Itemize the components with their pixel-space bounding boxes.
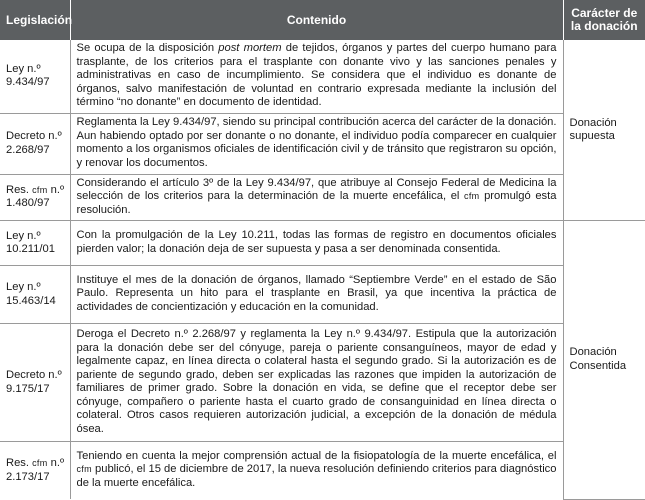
content-smallcaps: cfm: [76, 464, 92, 475]
content-text: Teniendo en cuenta la mejor comprensión actual de la fisiopatología de la muerte encefálica, el: [76, 449, 557, 462]
legislation-cell: Decreto n.º 2.268/97: [0, 113, 70, 174]
table-row: [0, 40, 645, 113]
content-text: publicó, el 15 de diciembre de 2017, la nueva resolución definiendo criterios para diagnóstico de la muerte encefálica.: [76, 463, 557, 489]
character-cell-supuesta: Donación supuesta: [563, 40, 645, 221]
content-cell: Con la promulgación de la Ley 10.211, todas las formas de registro en documentos oficiales pierden valor; la donación deja de ser supuesta y pasa a ser denominada consentida.: [70, 221, 563, 266]
table-row: [0, 442, 645, 500]
content-italic-text: post mortem: [218, 42, 282, 54]
content-text: promulgó esta resolución.: [76, 190, 557, 216]
table-row: [0, 324, 645, 442]
legislation-cell: Ley n.º 10.211/01: [0, 221, 70, 266]
content-cell: [70, 174, 563, 221]
content-cell: Deroga el Decreto n.º 2.268/97 y reglamenta la Ley n.º 9.434/97. Estipula que la autorización para la donación debe ser del cónyuge, pareja o pariente consanguíneos, mayor de edad y legalmente capaz, en línea directa o colateral hasta el segundo grado. Si la autorización es de pariente de segundo grado, deben ser explicadas las razones que impiden la autorización de familiares de primer grado. Sobre la donación en vida, se define que el receptor debe ser cónyuge, compañero o pariente hasta el cuarto grado de consanguinidad en línea directa o colateral. Otros casos requieren autorización judicial, a excepción de la donación de médula ósea.: [70, 324, 563, 442]
legislation-text: Res.: [6, 183, 33, 196]
legislation-text: n.º 2.173/17: [6, 457, 65, 483]
table-header-row: [0, 0, 645, 40]
content-text: Se ocupa de la disposición: [76, 42, 219, 54]
content-text: Considerando el artículo 3º de la Ley 9.434/97, que atribuye al Consejo Federal de Medicina la selección de los criterios para la determinación de la muerte encefálica, el: [76, 176, 557, 202]
legislation-cell: Ley n.º 15.463/14: [0, 266, 70, 324]
content-smallcaps: cfm: [464, 191, 480, 201]
legislation-cell: Ley n.º 9.434/97: [0, 40, 70, 113]
table-row: [0, 266, 645, 324]
content-cell: [70, 442, 563, 500]
legislation-smallcaps: cfm: [32, 184, 48, 195]
table-row: [0, 113, 645, 174]
content-cell: [70, 40, 563, 113]
header-legislacion: Legislación: [0, 0, 70, 40]
content-cell: Reglamenta la Ley 9.434/97, siendo su principal contribución acerca del carácter de la donación. Aun habiendo optado por ser donante o no donante, el individuo podía comparecer en cualquier momento a los organismos oficiales de identificación civil y de tránsito que registraron su opción, y renovar los documentos.: [70, 113, 563, 174]
legislation-cell: [0, 442, 70, 500]
legislation-smallcaps: cfm: [32, 458, 48, 468]
legislation-cell: [0, 174, 70, 221]
legislation-text: n.º 1.480/97: [6, 183, 65, 210]
content-cell: Instituye el mes de la donación de órganos, llamado “Septiembre Verde” en el estado de São Paulo. Representa un hito para el trasplante en Brasil, ya que incentiva la práctica de actividades de concientización y educación en la comunidad.: [70, 266, 563, 324]
header-caracter: Carácter de la donación: [563, 0, 645, 40]
table-row: [0, 221, 645, 266]
legislation-cell: Decreto n.º 9.175/17: [0, 324, 70, 442]
character-cell-consentida: Donación Consentida: [563, 221, 645, 500]
content-text: de tejidos, órganos y partes del cuerpo humano para trasplante, de los criterios para el trasplante con donante vivo y las sanciones penales y administrativas en caso de incumplimiento. Se considera que el individuo es donante de órganos, salvo manifestación de voluntad en contrario expresada mediante la inclusión del término “no donante” en documento de identidad.: [76, 42, 557, 108]
table-row: [0, 174, 645, 221]
legislation-text: Res.: [6, 457, 33, 469]
header-contenido: Contenido: [70, 0, 563, 40]
